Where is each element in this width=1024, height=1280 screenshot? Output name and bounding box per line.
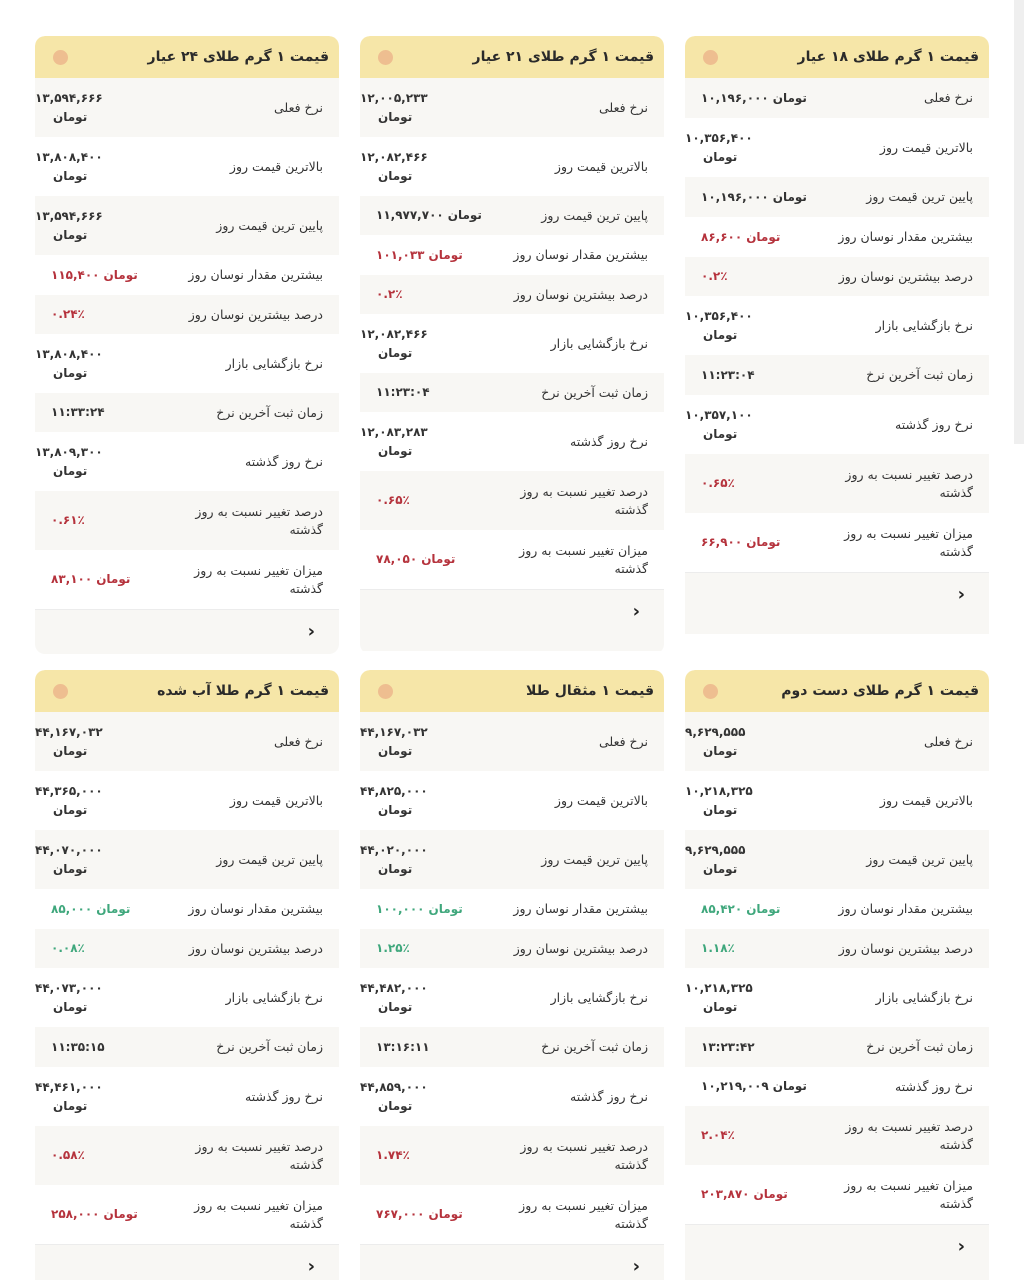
status-dot-icon	[53, 50, 68, 65]
row-day-high	[35, 137, 339, 196]
row-value: ۴۴,۱۶۷,۰۳۲ تومان	[360, 724, 428, 758]
row-day-low	[360, 830, 664, 889]
card-gold-18k	[685, 36, 989, 654]
row-value: ۱۳,۵۹۴,۶۶۶ تومان	[35, 208, 103, 242]
row-value: ۴۴,۴۸۲,۰۰۰ تومان	[360, 980, 428, 1014]
row-value: ۸۶,۶۰۰ تومان	[701, 229, 781, 244]
card-footer	[360, 589, 664, 651]
card-footer	[685, 572, 989, 634]
row-label: میزان تغییر نسبت به روز گذشته	[194, 562, 323, 596]
row-prev-day	[360, 1067, 664, 1126]
row-prev-day	[685, 1067, 989, 1106]
row-label: نرخ روز گذشته	[570, 433, 648, 449]
row-value: ۰.۲۴٪	[51, 307, 85, 321]
row-label: درصد بیشترین نوسان روز	[513, 286, 648, 302]
row-change-pct	[685, 454, 989, 513]
row-label: درصد تغییر نسبت به روز گذشته	[195, 1138, 323, 1172]
row-label: نرخ روز گذشته	[245, 1088, 323, 1104]
row-label: درصد تغییر نسبت به روز گذشته	[520, 483, 648, 517]
row-label: پایین ترین قیمت روز	[866, 189, 973, 204]
card-header	[685, 36, 989, 78]
price-table	[685, 78, 989, 572]
row-value: ۰.۵۸٪	[51, 1148, 85, 1162]
row-value: ۲.۰۴٪	[701, 1128, 735, 1142]
row-max-swing	[35, 255, 339, 295]
row-label: بیشترین مقدار نوسان روز	[513, 901, 648, 916]
row-label: نرخ فعلی	[599, 733, 648, 749]
row-value: ۱۰,۱۹۶,۰۰۰ تومان	[701, 90, 807, 105]
row-label: درصد تغییر نسبت به روز گذشته	[845, 466, 973, 500]
card-footer	[685, 1224, 989, 1280]
row-change-amount	[685, 513, 989, 572]
card-header	[360, 670, 664, 712]
row-max-swing-pct	[685, 257, 989, 296]
row-value: ۱۰,۲۱۸,۳۲۵ تومان	[685, 980, 753, 1014]
status-dot-icon	[378, 684, 393, 699]
row-label: بیشترین مقدار نوسان روز	[838, 901, 973, 916]
row-value: ۹,۶۲۹,۵۵۵ تومان	[685, 724, 746, 758]
row-last-update	[35, 1027, 339, 1067]
row-value: ۸۳,۱۰۰ تومان	[51, 572, 131, 586]
row-current	[360, 712, 664, 771]
row-value: ۱۲,۰۸۲,۴۶۶ تومان	[360, 149, 428, 183]
row-max-swing-pct	[35, 295, 339, 334]
row-label: بالاترین قیمت روز	[229, 158, 323, 174]
card-footer	[35, 1244, 339, 1280]
row-value: ۰.۲٪	[376, 287, 403, 301]
row-value: ۱۰,۳۵۷,۱۰۰ تومان	[685, 407, 753, 441]
status-dot-icon	[378, 50, 393, 65]
row-prev-day	[35, 1067, 339, 1126]
card-gold-mithqal	[360, 670, 664, 1280]
row-day-low	[685, 177, 989, 217]
row-label: پایین ترین قیمت روز	[866, 851, 973, 867]
card-header	[685, 670, 989, 712]
row-value: ۲۰۳,۸۷۰ تومان	[701, 1187, 788, 1201]
row-label: بیشترین مقدار نوسان روز	[513, 247, 648, 262]
row-value: ۴۴,۰۲۰,۰۰۰ تومان	[360, 842, 428, 876]
row-max-swing	[360, 889, 664, 929]
card-title: قیمت ۱ مثقال طلا	[526, 683, 654, 699]
card-gold-21k	[360, 36, 664, 654]
row-open	[35, 968, 339, 1027]
row-max-swing	[35, 889, 339, 929]
status-dot-icon	[703, 50, 718, 65]
chevron-left-icon[interactable]: ‹	[307, 1256, 315, 1277]
row-day-low	[360, 196, 664, 235]
row-value: ۱۰,۲۱۹,۰۰۹ تومان	[701, 1079, 807, 1093]
row-change-amount	[360, 530, 664, 589]
row-label: پایین ترین قیمت روز	[216, 217, 323, 233]
row-value: ۴۴,۰۷۳,۰۰۰ تومان	[35, 980, 103, 1014]
row-value: ۱۳:۲۳:۴۲	[701, 1039, 755, 1054]
row-label: پایین ترین قیمت روز	[541, 207, 648, 223]
row-current	[360, 78, 664, 137]
row-value: ۴۴,۸۲۵,۰۰۰ تومان	[360, 783, 428, 817]
row-label: نرخ بازگشایی بازار	[875, 317, 973, 333]
row-last-update	[360, 1027, 664, 1067]
row-last-update	[685, 1027, 989, 1067]
row-value: ۶۶,۹۰۰ تومان	[701, 535, 781, 549]
chevron-left-icon[interactable]: ‹	[957, 1236, 965, 1257]
card-header	[35, 36, 339, 78]
row-day-high	[685, 118, 989, 177]
row-value: ۱۳,۸۰۸,۴۰۰ تومان	[35, 346, 103, 380]
card-title: قیمت ۱ گرم طلای ۱۸ عیار	[797, 49, 979, 65]
row-max-swing	[360, 235, 664, 275]
row-max-swing-pct	[35, 929, 339, 968]
row-open	[35, 334, 339, 393]
row-label: میزان تغییر نسبت به روز گذشته	[519, 542, 648, 576]
chevron-left-icon[interactable]: ‹	[957, 584, 965, 605]
row-day-low	[35, 196, 339, 255]
row-label: زمان ثبت آخرین نرخ	[866, 367, 973, 382]
row-day-high	[35, 771, 339, 830]
row-label: بیشترین مقدار نوسان روز	[838, 229, 973, 244]
row-value: ۱۰,۳۵۶,۴۰۰ تومان	[685, 130, 753, 164]
row-current	[35, 712, 339, 771]
row-label: درصد بیشترین نوسان روز	[838, 268, 973, 284]
row-label: میزان تغییر نسبت به روز گذشته	[844, 525, 973, 559]
status-dot-icon	[53, 684, 68, 699]
card-gold-second-hand	[685, 670, 989, 1280]
row-prev-day	[360, 412, 664, 471]
row-label: میزان تغییر نسبت به روز گذشته	[519, 1197, 648, 1231]
row-open	[360, 968, 664, 1027]
row-value: ۴۴,۸۵۹,۰۰۰ تومان	[360, 1079, 428, 1113]
row-day-high	[360, 137, 664, 196]
row-value: ۷۶۷,۰۰۰ تومان	[376, 1207, 463, 1221]
row-value: ۱۳:۱۶:۱۱	[376, 1039, 430, 1054]
row-label: زمان ثبت آخرین نرخ	[866, 1039, 973, 1054]
row-label: نرخ بازگشایی بازار	[225, 355, 323, 371]
chevron-left-icon[interactable]: ‹	[632, 601, 640, 622]
chevron-left-icon[interactable]: ‹	[632, 1256, 640, 1277]
row-label: نرخ بازگشایی بازار	[550, 989, 648, 1005]
row-change-pct	[685, 1106, 989, 1165]
row-label: بالاترین قیمت روز	[879, 139, 973, 155]
row-label: نرخ بازگشایی بازار	[225, 989, 323, 1005]
row-label: درصد تغییر نسبت به روز گذشته	[845, 1118, 973, 1152]
row-day-low	[35, 830, 339, 889]
row-value: ۱۱۵,۴۰۰ تومان	[51, 267, 138, 282]
row-open	[360, 314, 664, 373]
row-day-low	[685, 830, 989, 889]
row-value: ۴۴,۱۶۷,۰۳۲ تومان	[35, 724, 103, 758]
row-label: درصد بیشترین نوسان روز	[188, 940, 323, 956]
row-value: ۱۰,۳۵۶,۴۰۰ تومان	[685, 308, 753, 342]
row-max-swing-pct	[685, 929, 989, 968]
row-value: ۷۸,۰۵۰ تومان	[376, 552, 456, 566]
status-dot-icon	[703, 684, 718, 699]
row-change-amount	[35, 1185, 339, 1244]
row-day-high	[360, 771, 664, 830]
row-value: ۱۲,۰۰۵,۲۳۳ تومان	[360, 90, 428, 124]
row-current	[35, 78, 339, 137]
price-table	[360, 78, 664, 589]
row-day-high	[685, 771, 989, 830]
row-value: ۹,۶۲۹,۵۵۵ تومان	[685, 842, 746, 876]
row-label: میزان تغییر نسبت به روز گذشته	[194, 1197, 323, 1231]
row-label: بالاترین قیمت روز	[554, 158, 648, 174]
row-value: ۱.۷۴٪	[376, 1148, 410, 1162]
row-label: بالاترین قیمت روز	[554, 792, 648, 808]
row-last-update	[685, 355, 989, 395]
row-value: ۱۳,۵۹۴,۶۶۶ تومان	[35, 90, 103, 124]
row-label: زمان ثبت آخرین نرخ	[216, 1039, 323, 1054]
row-value: ۸۵,۴۲۰ تومان	[701, 901, 781, 916]
row-change-pct	[360, 1126, 664, 1185]
row-label: درصد تغییر نسبت به روز گذشته	[195, 503, 323, 537]
row-value: ۱۳,۸۰۸,۴۰۰ تومان	[35, 149, 103, 183]
row-value: ۴۴,۳۶۵,۰۰۰ تومان	[35, 783, 103, 817]
row-label: پایین ترین قیمت روز	[216, 851, 323, 867]
row-value: ۴۴,۰۷۰,۰۰۰ تومان	[35, 842, 103, 876]
row-prev-day	[35, 432, 339, 491]
row-label: درصد بیشترین نوسان روز	[513, 940, 648, 956]
row-label: نرخ فعلی	[599, 99, 648, 115]
row-value: ۰.۲٪	[701, 269, 728, 283]
row-change-pct	[360, 471, 664, 530]
row-label: نرخ روز گذشته	[245, 453, 323, 469]
row-open	[685, 968, 989, 1027]
row-label: نرخ بازگشایی بازار	[875, 989, 973, 1005]
row-label: بیشترین مقدار نوسان روز	[188, 267, 323, 282]
scrollbar[interactable]	[1014, 0, 1024, 444]
row-value: ۱۳,۸۰۹,۳۰۰ تومان	[35, 444, 103, 478]
row-label: پایین ترین قیمت روز	[541, 851, 648, 867]
row-value: ۱۲,۰۸۲,۴۶۶ تومان	[360, 326, 428, 360]
row-label: نرخ روز گذشته	[895, 416, 973, 432]
row-value: ۱۰۰,۰۰۰ تومان	[376, 901, 463, 916]
row-value: ۱۱,۹۷۷,۷۰۰ تومان	[376, 208, 482, 222]
row-label: بالاترین قیمت روز	[879, 792, 973, 808]
row-value: ۰.۶۵٪	[376, 493, 410, 507]
row-value: ۰.۰۸٪	[51, 941, 85, 955]
row-label: زمان ثبت آخرین نرخ	[541, 1039, 648, 1054]
row-change-pct	[35, 1126, 339, 1185]
row-label: نرخ فعلی	[924, 90, 973, 105]
price-table	[35, 78, 339, 609]
row-label: زمان ثبت آخرین نرخ	[216, 404, 323, 420]
row-value: ۱۲,۰۸۳,۲۸۳ تومان	[360, 424, 428, 458]
row-label: نرخ فعلی	[274, 99, 323, 115]
card-header	[360, 36, 664, 78]
row-value: ۰.۶۱٪	[51, 513, 85, 527]
row-last-update	[360, 373, 664, 412]
row-value: ۱۰,۱۹۶,۰۰۰ تومان	[701, 189, 807, 204]
row-label: زمان ثبت آخرین نرخ	[541, 384, 648, 400]
row-value: ۴۴,۴۶۱,۰۰۰ تومان	[35, 1079, 103, 1113]
card-title: قیمت ۱ گرم طلای دست دوم	[781, 683, 979, 699]
row-value: ۱.۲۵٪	[376, 941, 410, 955]
row-label: درصد بیشترین نوسان روز	[188, 306, 323, 322]
row-label: درصد بیشترین نوسان روز	[838, 940, 973, 956]
row-value: ۱۱:۲۳:۰۴	[376, 385, 430, 399]
card-gold-24k	[35, 36, 339, 654]
row-max-swing-pct	[360, 275, 664, 314]
row-change-pct	[35, 491, 339, 550]
row-value: ۲۵۸,۰۰۰ تومان	[51, 1207, 138, 1221]
row-value: ۱۱:۳۳:۲۴	[51, 405, 105, 419]
card-header	[35, 670, 339, 712]
row-value: ۱۰۱,۰۳۳ تومان	[376, 247, 463, 262]
row-current	[685, 78, 989, 118]
row-value: ۱۰,۲۱۸,۳۲۵ تومان	[685, 783, 753, 817]
row-label: درصد تغییر نسبت به روز گذشته	[520, 1138, 648, 1172]
row-change-amount	[360, 1185, 664, 1244]
card-title: قیمت ۱ گرم طلای ۲۴ عیار	[147, 49, 329, 65]
row-prev-day	[685, 395, 989, 454]
row-change-amount	[35, 550, 339, 609]
row-value: ۱.۱۸٪	[701, 941, 735, 955]
price-table	[35, 712, 339, 1244]
row-max-swing-pct	[360, 929, 664, 968]
row-max-swing	[685, 889, 989, 929]
row-current	[685, 712, 989, 771]
row-label: نرخ روز گذشته	[895, 1078, 973, 1094]
row-value: ۰.۶۵٪	[701, 476, 735, 490]
card-gold-melted	[35, 670, 339, 1280]
price-table	[685, 712, 989, 1224]
row-label: نرخ روز گذشته	[570, 1088, 648, 1104]
row-label: نرخ فعلی	[924, 733, 973, 749]
row-last-update	[35, 393, 339, 432]
row-value: ۱۱:۳۵:۱۵	[51, 1039, 105, 1054]
row-open	[685, 296, 989, 355]
row-label: نرخ بازگشایی بازار	[550, 335, 648, 351]
chevron-left-icon[interactable]: ‹	[307, 621, 315, 642]
row-change-amount	[685, 1165, 989, 1224]
row-label: نرخ فعلی	[274, 733, 323, 749]
row-label: میزان تغییر نسبت به روز گذشته	[844, 1177, 973, 1211]
price-table	[360, 712, 664, 1244]
row-value: ۸۵,۰۰۰ تومان	[51, 901, 131, 916]
card-title: قیمت ۱ گرم طلا آب شده	[157, 683, 329, 699]
row-label: بیشترین مقدار نوسان روز	[188, 901, 323, 916]
card-footer	[360, 1244, 664, 1280]
row-value: ۱۱:۲۳:۰۴	[701, 367, 755, 382]
card-footer	[35, 609, 339, 654]
card-title: قیمت ۱ گرم طلای ۲۱ عیار	[472, 49, 654, 65]
row-max-swing	[685, 217, 989, 257]
row-label: بالاترین قیمت روز	[229, 792, 323, 808]
